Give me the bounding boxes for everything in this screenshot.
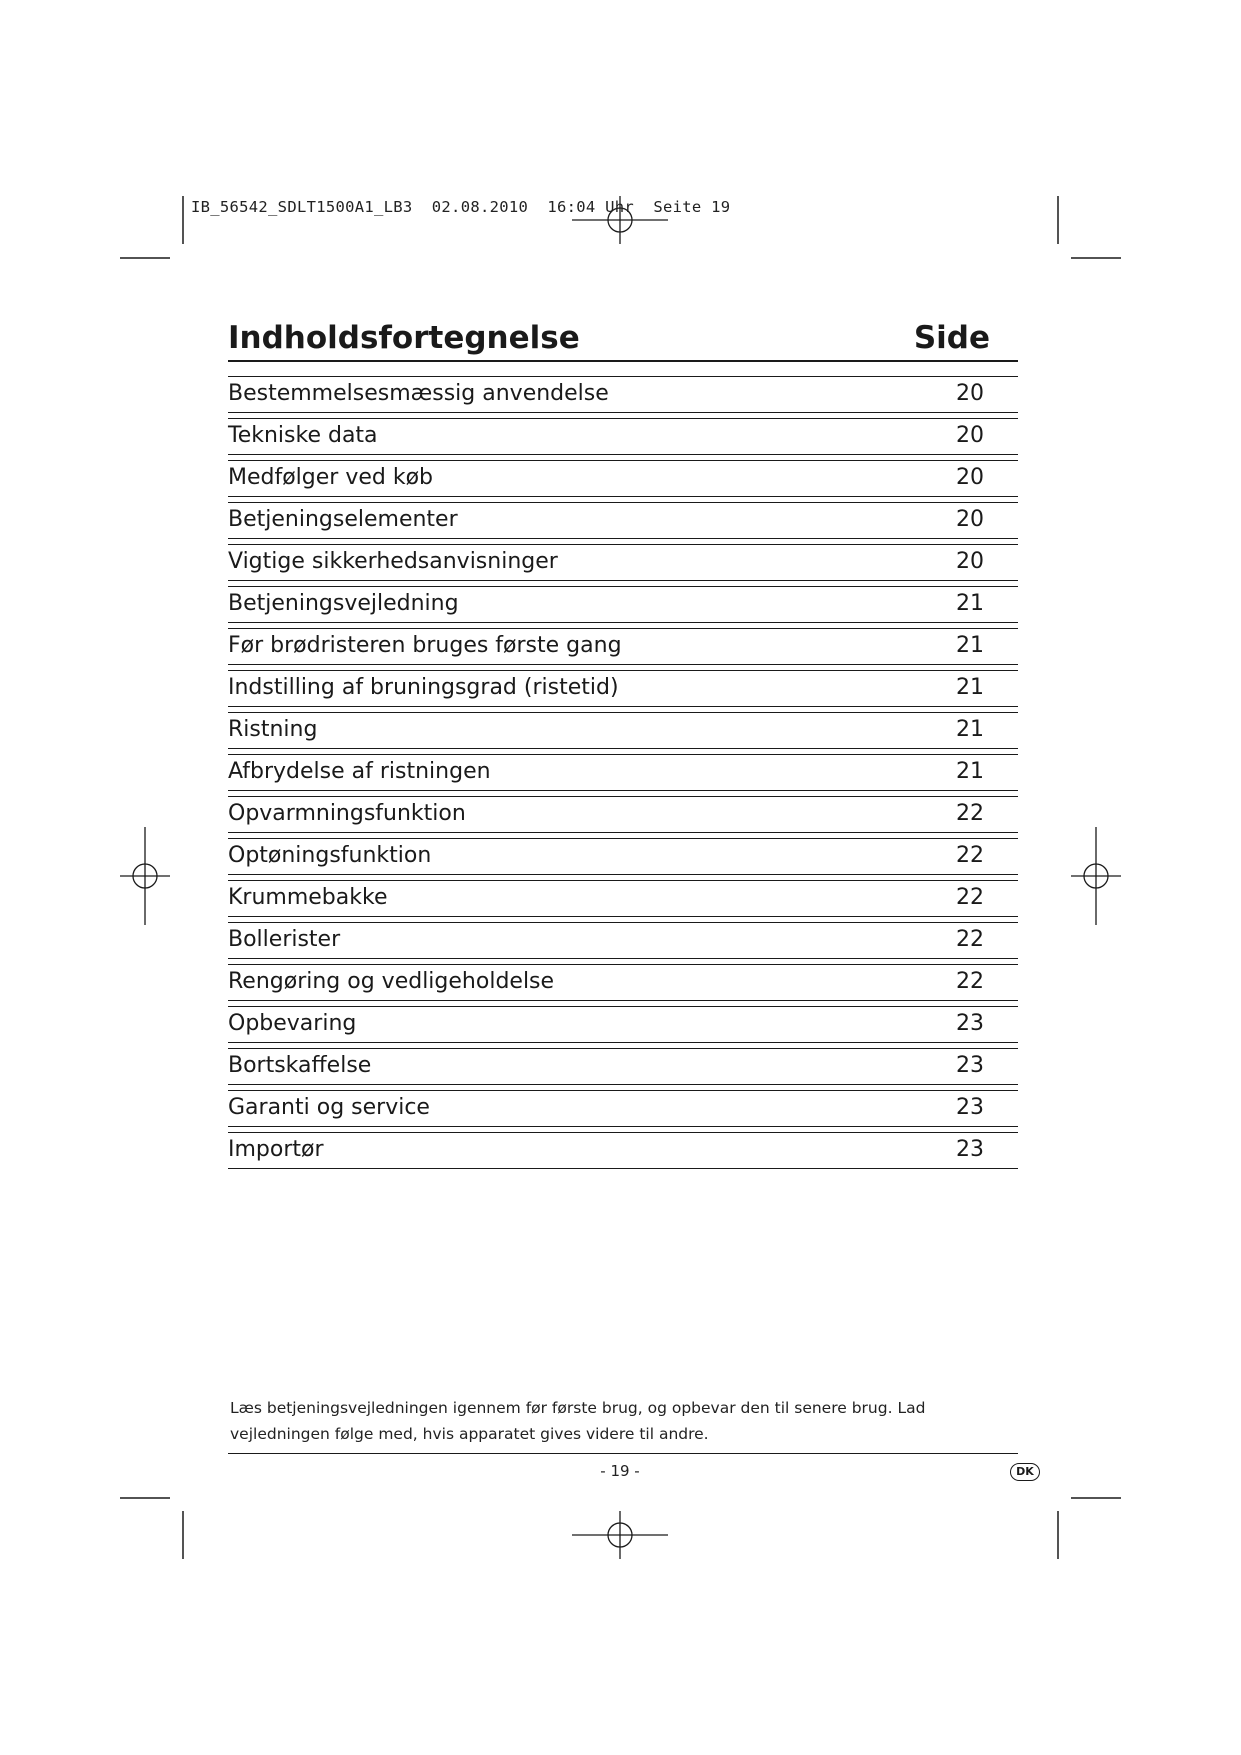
toc-header — [228, 318, 1018, 362]
toc-entry-page: 23 — [956, 1053, 984, 1078]
reading-instruction-note: Læs betjeningsvejledningen igennem før første brug, og opbevar den til senere brug. Lad vejledningen følge med, hvis apparatet gives videre til andre. — [230, 1399, 926, 1443]
toc-list — [228, 376, 1018, 1169]
language-badge: DK — [1010, 1463, 1040, 1481]
toc-entry-page: 20 — [956, 549, 984, 574]
toc-entry-label: Opbevaring — [228, 1011, 357, 1036]
toc-entry-label: Medfølger ved køb — [228, 465, 434, 490]
toc-entry-page: 20 — [956, 423, 984, 448]
toc-entry-page: 21 — [956, 591, 984, 616]
toc-entry-page: 21 — [956, 717, 984, 742]
page-title: Indholdsfortegnelse — [228, 320, 580, 356]
toc-entry-label: Bortskaffelse — [228, 1053, 372, 1078]
toc-entry-label: Før brødristeren bruges første gang — [228, 633, 622, 658]
toc-entry — [228, 628, 1018, 665]
toc-entry — [228, 796, 1018, 833]
toc-entry — [228, 838, 1018, 875]
registration-target-left — [120, 827, 170, 925]
toc-entry-label: Importør — [228, 1137, 324, 1162]
toc-entry — [228, 670, 1018, 707]
toc-entry-page: 22 — [956, 801, 984, 826]
toc-entry — [228, 754, 1018, 791]
toc-entry — [228, 964, 1018, 1001]
toc-entry-label: Krummebakke — [228, 885, 388, 910]
toc-entry — [228, 922, 1018, 959]
toc-entry — [228, 544, 1018, 581]
toc-entry — [228, 586, 1018, 623]
toc-entry-page: 23 — [956, 1137, 984, 1162]
page-number: - 19 - — [600, 1462, 640, 1480]
toc-entry-label: Optøningsfunktion — [228, 843, 432, 868]
toc-entry-page: 22 — [956, 969, 984, 994]
toc-entry-label: Betjeningselementer — [228, 507, 458, 532]
toc-entry — [228, 712, 1018, 749]
toc-entry-page: 22 — [956, 843, 984, 868]
registration-target-right — [1071, 827, 1121, 925]
toc-entry — [228, 1048, 1018, 1085]
toc-entry-page: 21 — [956, 675, 984, 700]
toc-entry-page: 20 — [956, 507, 984, 532]
table-of-contents — [228, 318, 1018, 1174]
toc-entry-label: Rengøring og vedligeholdelse — [228, 969, 555, 994]
toc-entry-label: Bestemmelsesmæssig anvendelse — [228, 381, 609, 406]
footer-divider — [228, 1453, 1018, 1454]
toc-entry — [228, 418, 1018, 455]
toc-entry-label: Tekniske data — [228, 423, 378, 448]
toc-entry-label: Opvarmningsfunktion — [228, 801, 466, 826]
registration-target-bottom — [572, 1511, 668, 1559]
toc-entry-page: 22 — [956, 927, 984, 952]
toc-entry-page: 20 — [956, 381, 984, 406]
toc-entry-label: Vigtige sikkerhedsanvisninger — [228, 549, 558, 574]
toc-entry — [228, 1090, 1018, 1127]
toc-entry — [228, 502, 1018, 539]
toc-entry-label: Ristning — [228, 717, 318, 742]
toc-entry-page: 23 — [956, 1095, 984, 1120]
toc-entry — [228, 1132, 1018, 1169]
toc-entry-page: 23 — [956, 1011, 984, 1036]
page-column-heading: Side — [913, 320, 990, 356]
toc-entry-page: 21 — [956, 759, 984, 784]
toc-entry-page: 20 — [956, 465, 984, 490]
toc-entry-label: Garanti og service — [228, 1095, 430, 1120]
toc-entry-label: Bollerister — [228, 927, 341, 952]
toc-entry — [228, 1006, 1018, 1043]
toc-entry-label: Betjeningsvejledning — [228, 591, 459, 616]
toc-entry-label: Indstilling af bruningsgrad (ristetid) — [228, 675, 619, 700]
toc-entry — [228, 376, 1018, 413]
toc-entry-page: 21 — [956, 633, 984, 658]
toc-entry — [228, 460, 1018, 497]
toc-entry — [228, 880, 1018, 917]
print-slug-line: IB_56542_SDLT1500A1_LB3 02.08.2010 16:04 Uhr Seite 19 — [191, 198, 731, 216]
toc-entry-label: Afbrydelse af ristningen — [228, 759, 491, 784]
toc-entry-page: 22 — [956, 885, 984, 910]
